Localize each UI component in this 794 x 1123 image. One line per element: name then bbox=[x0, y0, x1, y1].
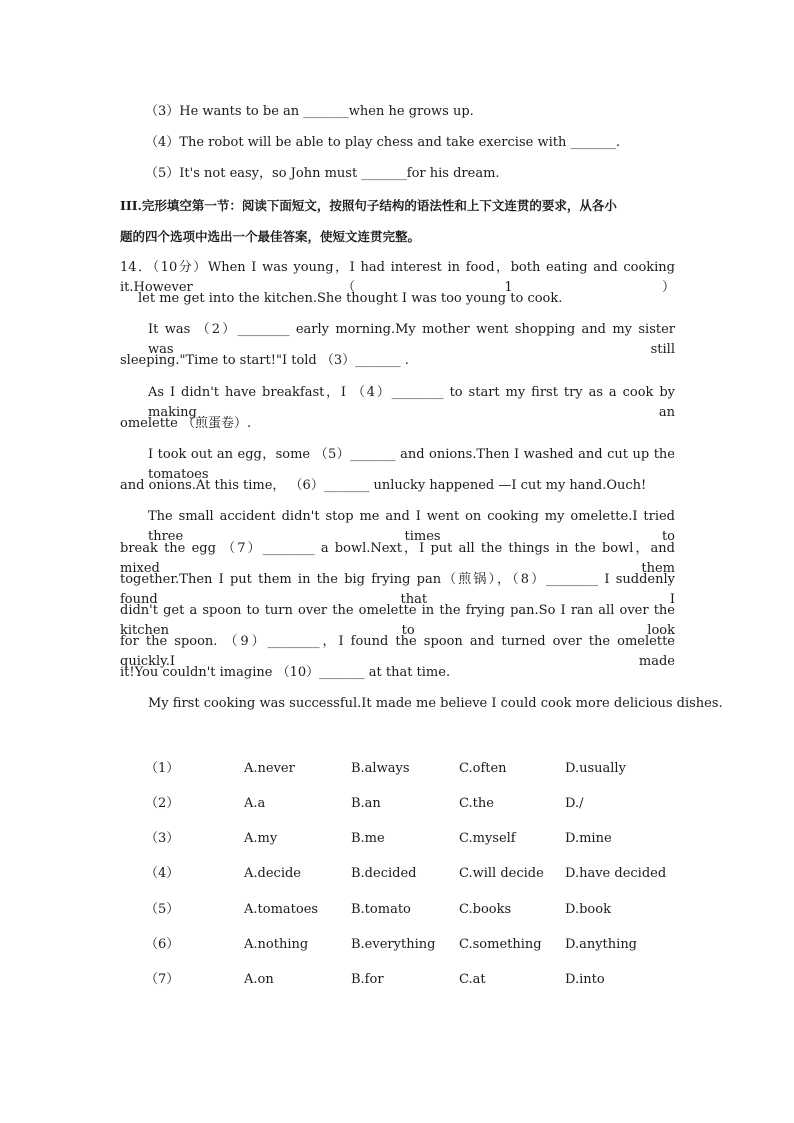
option-c: C.the bbox=[459, 796, 494, 811]
option-number: （6） bbox=[145, 937, 180, 952]
option-c: C.often bbox=[459, 761, 507, 776]
option-number: （1） bbox=[145, 761, 180, 776]
option-d: D.anything bbox=[565, 937, 638, 952]
options-row bbox=[0, 864, 794, 884]
option-b: B.me bbox=[351, 831, 385, 846]
prev-item-3: （3）He wants to be an _______when he grows up. bbox=[145, 104, 474, 119]
option-b: B.an bbox=[351, 796, 381, 811]
option-a: A.never bbox=[244, 761, 295, 776]
option-d: D.into bbox=[565, 972, 605, 987]
option-a: A.on bbox=[244, 972, 274, 987]
option-d: D.mine bbox=[565, 831, 612, 846]
option-c: C.at bbox=[459, 972, 486, 987]
paragraph-4-line-2: break the egg （7）________ a bowl.Next，I put all the things in the bowl，and mixed them bbox=[120, 541, 675, 576]
option-d: D.have decided bbox=[565, 866, 667, 881]
prev-item-5: （5）It's not easy，so John must _______for his dream. bbox=[145, 166, 500, 181]
option-c: C.something bbox=[459, 937, 542, 952]
options-row bbox=[0, 935, 794, 955]
prev-item-4: （4）The robot will be able to play chess and take exercise with _______. bbox=[145, 135, 621, 150]
option-a: A.tomatoes bbox=[244, 902, 319, 917]
option-a: A.nothing bbox=[244, 937, 309, 952]
paragraph-5-line-1: My first cooking was successful.It made me believe I could cook more delicious dishes. bbox=[148, 696, 723, 711]
paragraph-3-line-2: and onions.At this time， （6）_______ unlucky happened —I cut my hand.Ouch! bbox=[120, 478, 647, 493]
question-intro-line-2: let me get into the kitchen.She thought I was too young to cook. bbox=[138, 291, 563, 306]
option-number: （5） bbox=[145, 902, 180, 917]
option-b: B.always bbox=[351, 761, 410, 776]
option-c: C.myself bbox=[459, 831, 516, 846]
option-number: （4） bbox=[145, 866, 180, 881]
options-row bbox=[0, 794, 794, 814]
option-b: B.tomato bbox=[351, 902, 411, 917]
options-row bbox=[0, 970, 794, 990]
paragraph-2-line-1: As I didn't have breakfast，I （4）________ to start my first try as a cook by making an bbox=[148, 385, 675, 420]
paragraph-4-line-4: didn't get a spoon to turn over the omelette in the frying pan.So I ran all over the kitchen to look bbox=[120, 603, 675, 638]
paragraph-3-line-1: I took out an egg，some （5）_______ and onions.Then I washed and cut up the tomatoes bbox=[148, 447, 675, 482]
section-heading-line-1: III.完形填空第一节：阅读下面短文，按照句子结构的语法性和上下文连贯的要求，从各小 bbox=[120, 198, 617, 213]
paragraph-4-line-6: it!You couldn't imagine （10）_______ at that time. bbox=[120, 665, 451, 680]
option-a: A.a bbox=[244, 796, 266, 811]
option-d: D.usually bbox=[565, 761, 626, 776]
section-heading-line-2: 题的四个选项中选出一个最佳答案，使短文连贯完整。 bbox=[120, 229, 421, 244]
paragraph-4-line-5: for the spoon. （9）________，I found the spoon and turned over the omelette quickly.I made bbox=[120, 634, 675, 669]
paragraph-4-line-1: The small accident didn't stop me and I went on cooking my omelette.I tried three times to bbox=[148, 509, 675, 544]
option-a: A.my bbox=[244, 831, 278, 846]
option-c: C.will decide bbox=[459, 866, 544, 881]
option-d: D.book bbox=[565, 902, 611, 917]
option-b: B.for bbox=[351, 972, 384, 987]
options-row bbox=[0, 900, 794, 920]
option-number: （2） bbox=[145, 796, 180, 811]
option-c: C.books bbox=[459, 902, 512, 917]
paragraph-1-line-1: It was （2）________ early morning.My mother went shopping and my sister was still bbox=[148, 322, 675, 357]
option-number: （3） bbox=[145, 831, 180, 846]
option-d: D./ bbox=[565, 796, 584, 811]
paragraph-2-line-2: omelette （煎蛋卷）. bbox=[120, 416, 252, 431]
option-number: （7） bbox=[145, 972, 180, 987]
paragraph-1-line-2: sleeping."Time to start!"I told （3）_______ . bbox=[120, 353, 409, 368]
question-intro-line-1: 14．（10分）When I was young，I had interest in food，both eating and cooking it.However（1） bbox=[120, 260, 675, 295]
options-row bbox=[0, 829, 794, 849]
paragraph-4-line-3: together.Then I put them in the big frying pan（煎锅），（8）________ I suddenly found that I bbox=[120, 572, 675, 607]
option-a: A.decide bbox=[244, 866, 301, 881]
option-b: B.decided bbox=[351, 866, 417, 881]
options-row bbox=[0, 759, 794, 779]
option-b: B.everything bbox=[351, 937, 436, 952]
